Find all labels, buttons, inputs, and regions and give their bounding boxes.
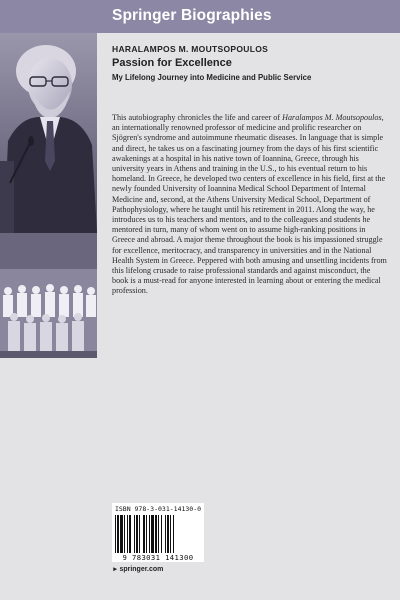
blurb-body: , an internationally renowned professor of medicine and prolific researcher on Sjögren's syndrome and autoimmune rheumatic diseases. In language that is simple and direct, he takes us on a fascinating journey from the days of his first scientific awakenings at a hospital in his native town of Ioannina, Greece, through his university years in Athens and training in the U.S., to his eventual return to his homeland. In Greece, he developed two centers of excellence in his field, first at the newly founded University of Ioannina Medical School Department of Internal Medicine and, second, at the Athens University Medical School, Department of Pathophysiology, where he taught until his retirement in 2011. Along the way, he introduces us to his teachers and mentors, and to the colleagues and students he mentored in turn, many of whom went on to assume high-ranking positions in Greece and abroad. A major theme throughout the book is his impassioned struggle for excellence, meritocracy, and transparency in universities and in the National Health System in Greece. Peppered with both amusing and unsettling incidents from this lifelong crusade to raise professional standards and against misconduct, the book is a must-read for anyone interested in learning about or entering the medical profession.	[112, 113, 387, 296]
author-name: HARALAMPOS M. MOUTSOPOULOS	[112, 44, 269, 54]
publisher-url: springer.com	[119, 566, 164, 573]
book-description	[112, 113, 387, 297]
barcode-icon	[115, 515, 201, 553]
book-subtitle: My Lifelong Journey into Medicine and Public Service	[112, 73, 312, 82]
author-photo-collage	[0, 33, 97, 358]
blurb-lead: This autobiography chronicles the life and career of	[112, 113, 283, 122]
series-title: Springer Biographies	[112, 7, 272, 24]
isbn-number: ISBN 978-3-031-14130-0	[114, 505, 202, 513]
publisher-link[interactable]	[112, 566, 163, 573]
blurb-author-name: Haralampos M. Moutsopoulos	[282, 113, 382, 122]
isbn-barcode	[112, 503, 204, 562]
book-title: Passion for Excellence	[112, 57, 232, 69]
barcode-digits: 9 783031 141300	[122, 553, 194, 562]
photo-illustration	[0, 33, 97, 358]
right-arrow-icon: ►	[112, 566, 119, 573]
